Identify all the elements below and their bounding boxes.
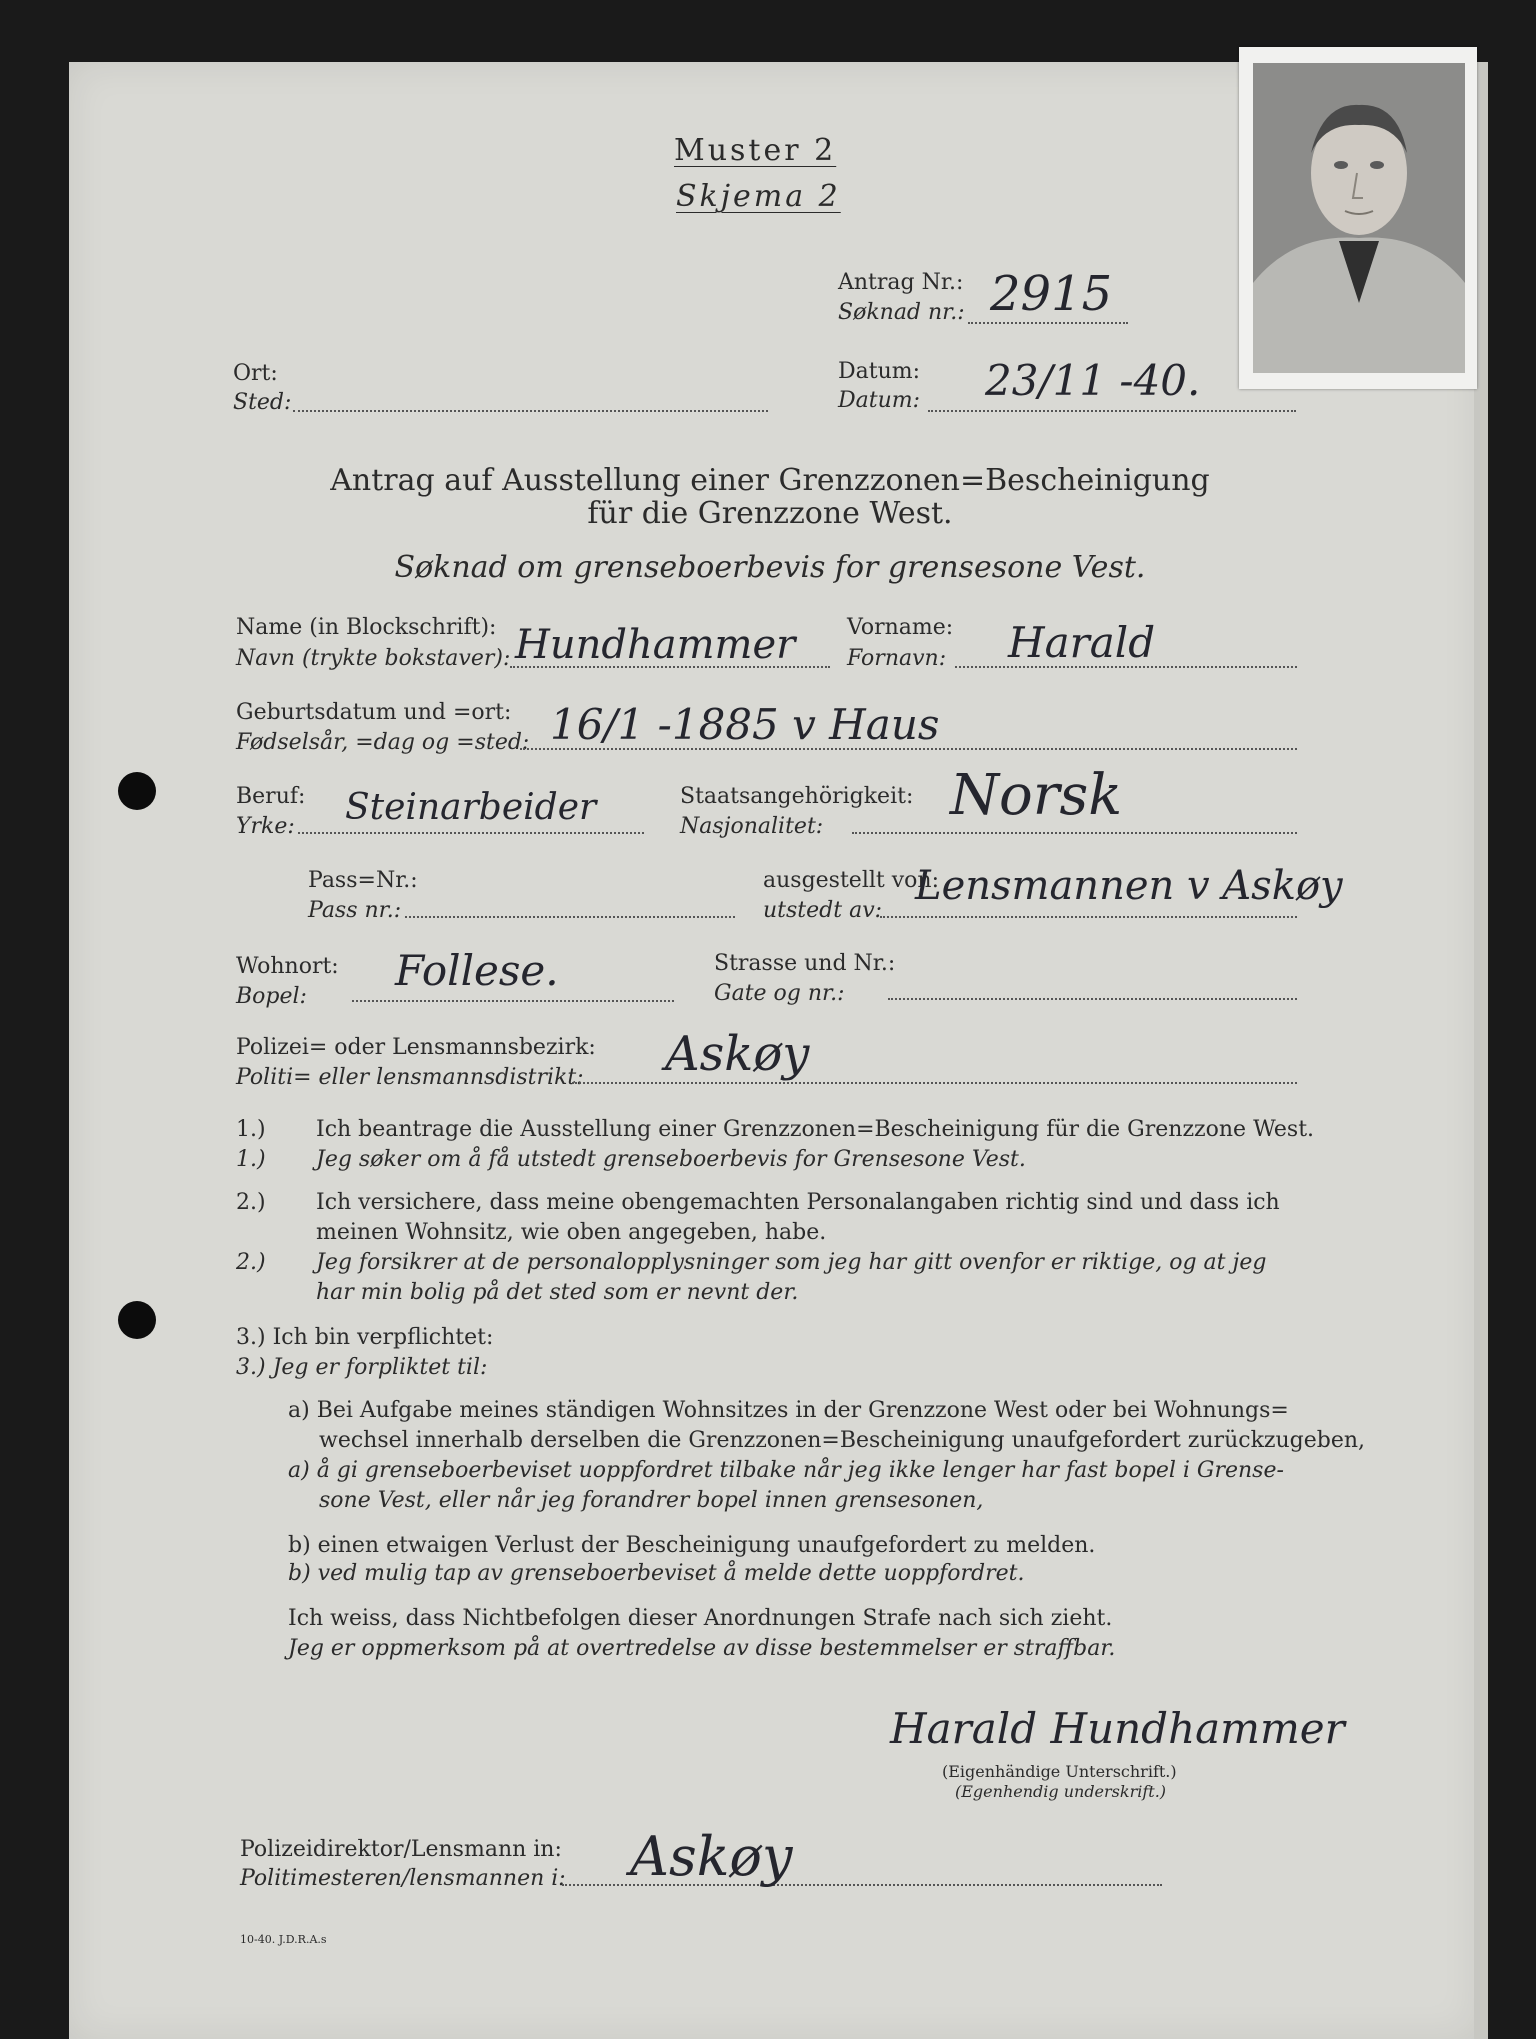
signature-label-de: (Eigenhändige Unterschrift.) <box>942 1762 1177 1781</box>
clause-a-no-line1: a) å gi grenseboerbeviset uoppfordret tilbake når jeg ikke lenger har fast bopel i Grense- <box>288 1458 1284 1483</box>
district-value[interactable]: Askøy <box>665 1026 810 1082</box>
skjema-label: Skjema 2 <box>676 179 841 214</box>
birth-label-no: Fødselsår, =dag og =sted: <box>236 730 530 755</box>
place-label-no: Sted: <box>233 390 292 415</box>
clause-a-no-line2: sone Vest, eller når jeg forandrer bopel innen grensesonen, <box>319 1488 984 1513</box>
street-line <box>888 998 1297 1000</box>
vorname-label-de: Vorname: <box>847 615 954 640</box>
nationality-label-de: Staatsangehörigkeit: <box>680 784 914 809</box>
title-de-line1: Antrag auf Ausstellung einer Grenzzonen=Bescheinigung <box>330 463 1210 498</box>
final-statement-no: Jeg er oppmerksom på at overtredelse av disse bestemmelser er straffbar. <box>288 1636 1116 1661</box>
passport-photo <box>1239 47 1477 389</box>
police-label-de: Polizeidirektor/Lensmann in: <box>240 1837 562 1862</box>
clause2-de-line2: meinen Wohnsitz, wie oben angegeben, habe. <box>316 1220 827 1245</box>
vorname-value[interactable]: Harald <box>1008 618 1156 667</box>
date-label-de: Datum: <box>838 359 921 384</box>
title-no: Søknad om grenseboerbevis for grensesone Vest. <box>394 550 1146 585</box>
clause3-de: 3.) Ich bin verpflichtet: <box>236 1325 494 1350</box>
clause2-no-line1: Jeg forsikrer at de personalopplysninger som jeg har gitt ovenfor er riktige, og at jeg <box>316 1250 1267 1275</box>
application-no-line <box>968 322 1128 324</box>
date-value[interactable]: 23/11 -40. <box>985 356 1201 405</box>
clause-b-de: b) einen etwaigen Verlust der Bescheinigung unaufgefordert zu melden. <box>288 1533 1096 1558</box>
issued-by-line <box>880 916 1297 918</box>
residence-label-no: Bopel: <box>236 984 307 1009</box>
printer-mark: 10-40. J.D.R.A.s <box>240 1933 327 1946</box>
nationality-label-no: Nasjonalitet: <box>680 814 824 839</box>
police-value[interactable]: Askøy <box>630 1825 793 1888</box>
issued-by-value[interactable]: Lensmannen v Askøy <box>915 863 1343 909</box>
street-label-no: Gate og nr.: <box>714 981 845 1006</box>
name-value[interactable]: Hundhammer <box>515 622 796 668</box>
application-no-label-no: Søknad nr.: <box>838 300 965 325</box>
date-label-no: Datum: <box>838 388 921 413</box>
clause-a-de-line1: a) Bei Aufgabe meines ständigen Wohnsitzes in der Grenzzone West oder bei Wohnungs= <box>288 1398 1289 1423</box>
birth-value[interactable]: 16/1 -1885 v Haus <box>550 700 940 749</box>
clause2-no-line2: har min bolig på det sted som er nevnt der. <box>316 1280 799 1305</box>
residence-value[interactable]: Follese. <box>395 946 559 995</box>
clause2-num-de: 2.) <box>236 1190 266 1215</box>
signature-value[interactable]: Harald Hundhammer <box>890 1704 1345 1753</box>
job-line <box>298 832 644 834</box>
nationality-line <box>852 832 1297 834</box>
signature-label-no: (Egenhendig underskrift.) <box>955 1782 1167 1801</box>
clause2-de-line1: Ich versichere, dass meine obengemachten Personalangaben richtig sind und dass ich <box>316 1190 1280 1215</box>
issued-by-label-no: utstedt av: <box>763 898 883 923</box>
application-no-value[interactable]: 2915 <box>990 266 1113 322</box>
place-label-de: Ort: <box>233 361 278 386</box>
job-value[interactable]: Steinarbeider <box>345 787 597 828</box>
clause-b-no: b) ved mulig tap av grenseboerbeviset å melde dette uoppfordret. <box>288 1561 1025 1586</box>
police-label-no: Politimesteren/lensmannen i: <box>240 1866 566 1891</box>
residence-line <box>352 1000 674 1002</box>
job-label-de: Beruf: <box>236 784 306 809</box>
residence-label-de: Wohnort: <box>236 954 339 979</box>
street-label-de: Strasse und Nr.: <box>714 951 896 976</box>
pass-line <box>405 916 735 918</box>
district-label-de: Polizei= oder Lensmannsbezirk: <box>236 1035 596 1060</box>
clause1-num-de: 1.) <box>236 1117 266 1142</box>
name-label-no: Navn (trykte bokstaver): <box>236 646 511 671</box>
issued-by-label-de: ausgestellt von: <box>763 868 939 893</box>
clause1-de: Ich beantrage die Ausstellung einer Grenzzonen=Bescheinigung für die Grenzzone West. <box>316 1117 1315 1142</box>
clause2-num-no: 2.) <box>236 1250 266 1275</box>
vorname-label-no: Fornavn: <box>847 646 947 671</box>
punch-hole-top <box>118 772 156 810</box>
date-line <box>928 410 1296 412</box>
clause3-no: 3.) Jeg er forpliktet til: <box>236 1355 488 1380</box>
punch-hole-bottom <box>118 1301 156 1339</box>
district-line <box>572 1082 1297 1084</box>
muster-label: Muster 2 <box>674 133 837 168</box>
name-label-de: Name (in Blockschrift): <box>236 615 497 640</box>
job-label-no: Yrke: <box>236 814 295 839</box>
application-no-label-de: Antrag Nr.: <box>838 270 964 295</box>
place-line <box>293 410 768 412</box>
clause-a-de-line2: wechsel innerhalb derselben die Grenzzonen=Bescheinigung unaufgefordert zurückzugeben, <box>319 1428 1366 1453</box>
birth-label-de: Geburtsdatum und =ort: <box>236 700 512 725</box>
final-statement-de: Ich weiss, dass Nichtbefolgen dieser Anordnungen Strafe nach sich zieht. <box>288 1606 1113 1631</box>
title-de-line2: für die Grenzzone West. <box>587 496 953 531</box>
pass-label-de: Pass=Nr.: <box>308 868 418 893</box>
clause1-num-no: 1.) <box>236 1147 266 1172</box>
district-label-no: Politi= eller lensmannsdistrikt: <box>236 1065 584 1090</box>
nationality-value[interactable]: Norsk <box>950 763 1123 828</box>
clause1-no: Jeg søker om å få utstedt grenseboerbevis for Grensesone Vest. <box>316 1147 1026 1172</box>
pass-label-no: Pass nr.: <box>308 898 402 923</box>
